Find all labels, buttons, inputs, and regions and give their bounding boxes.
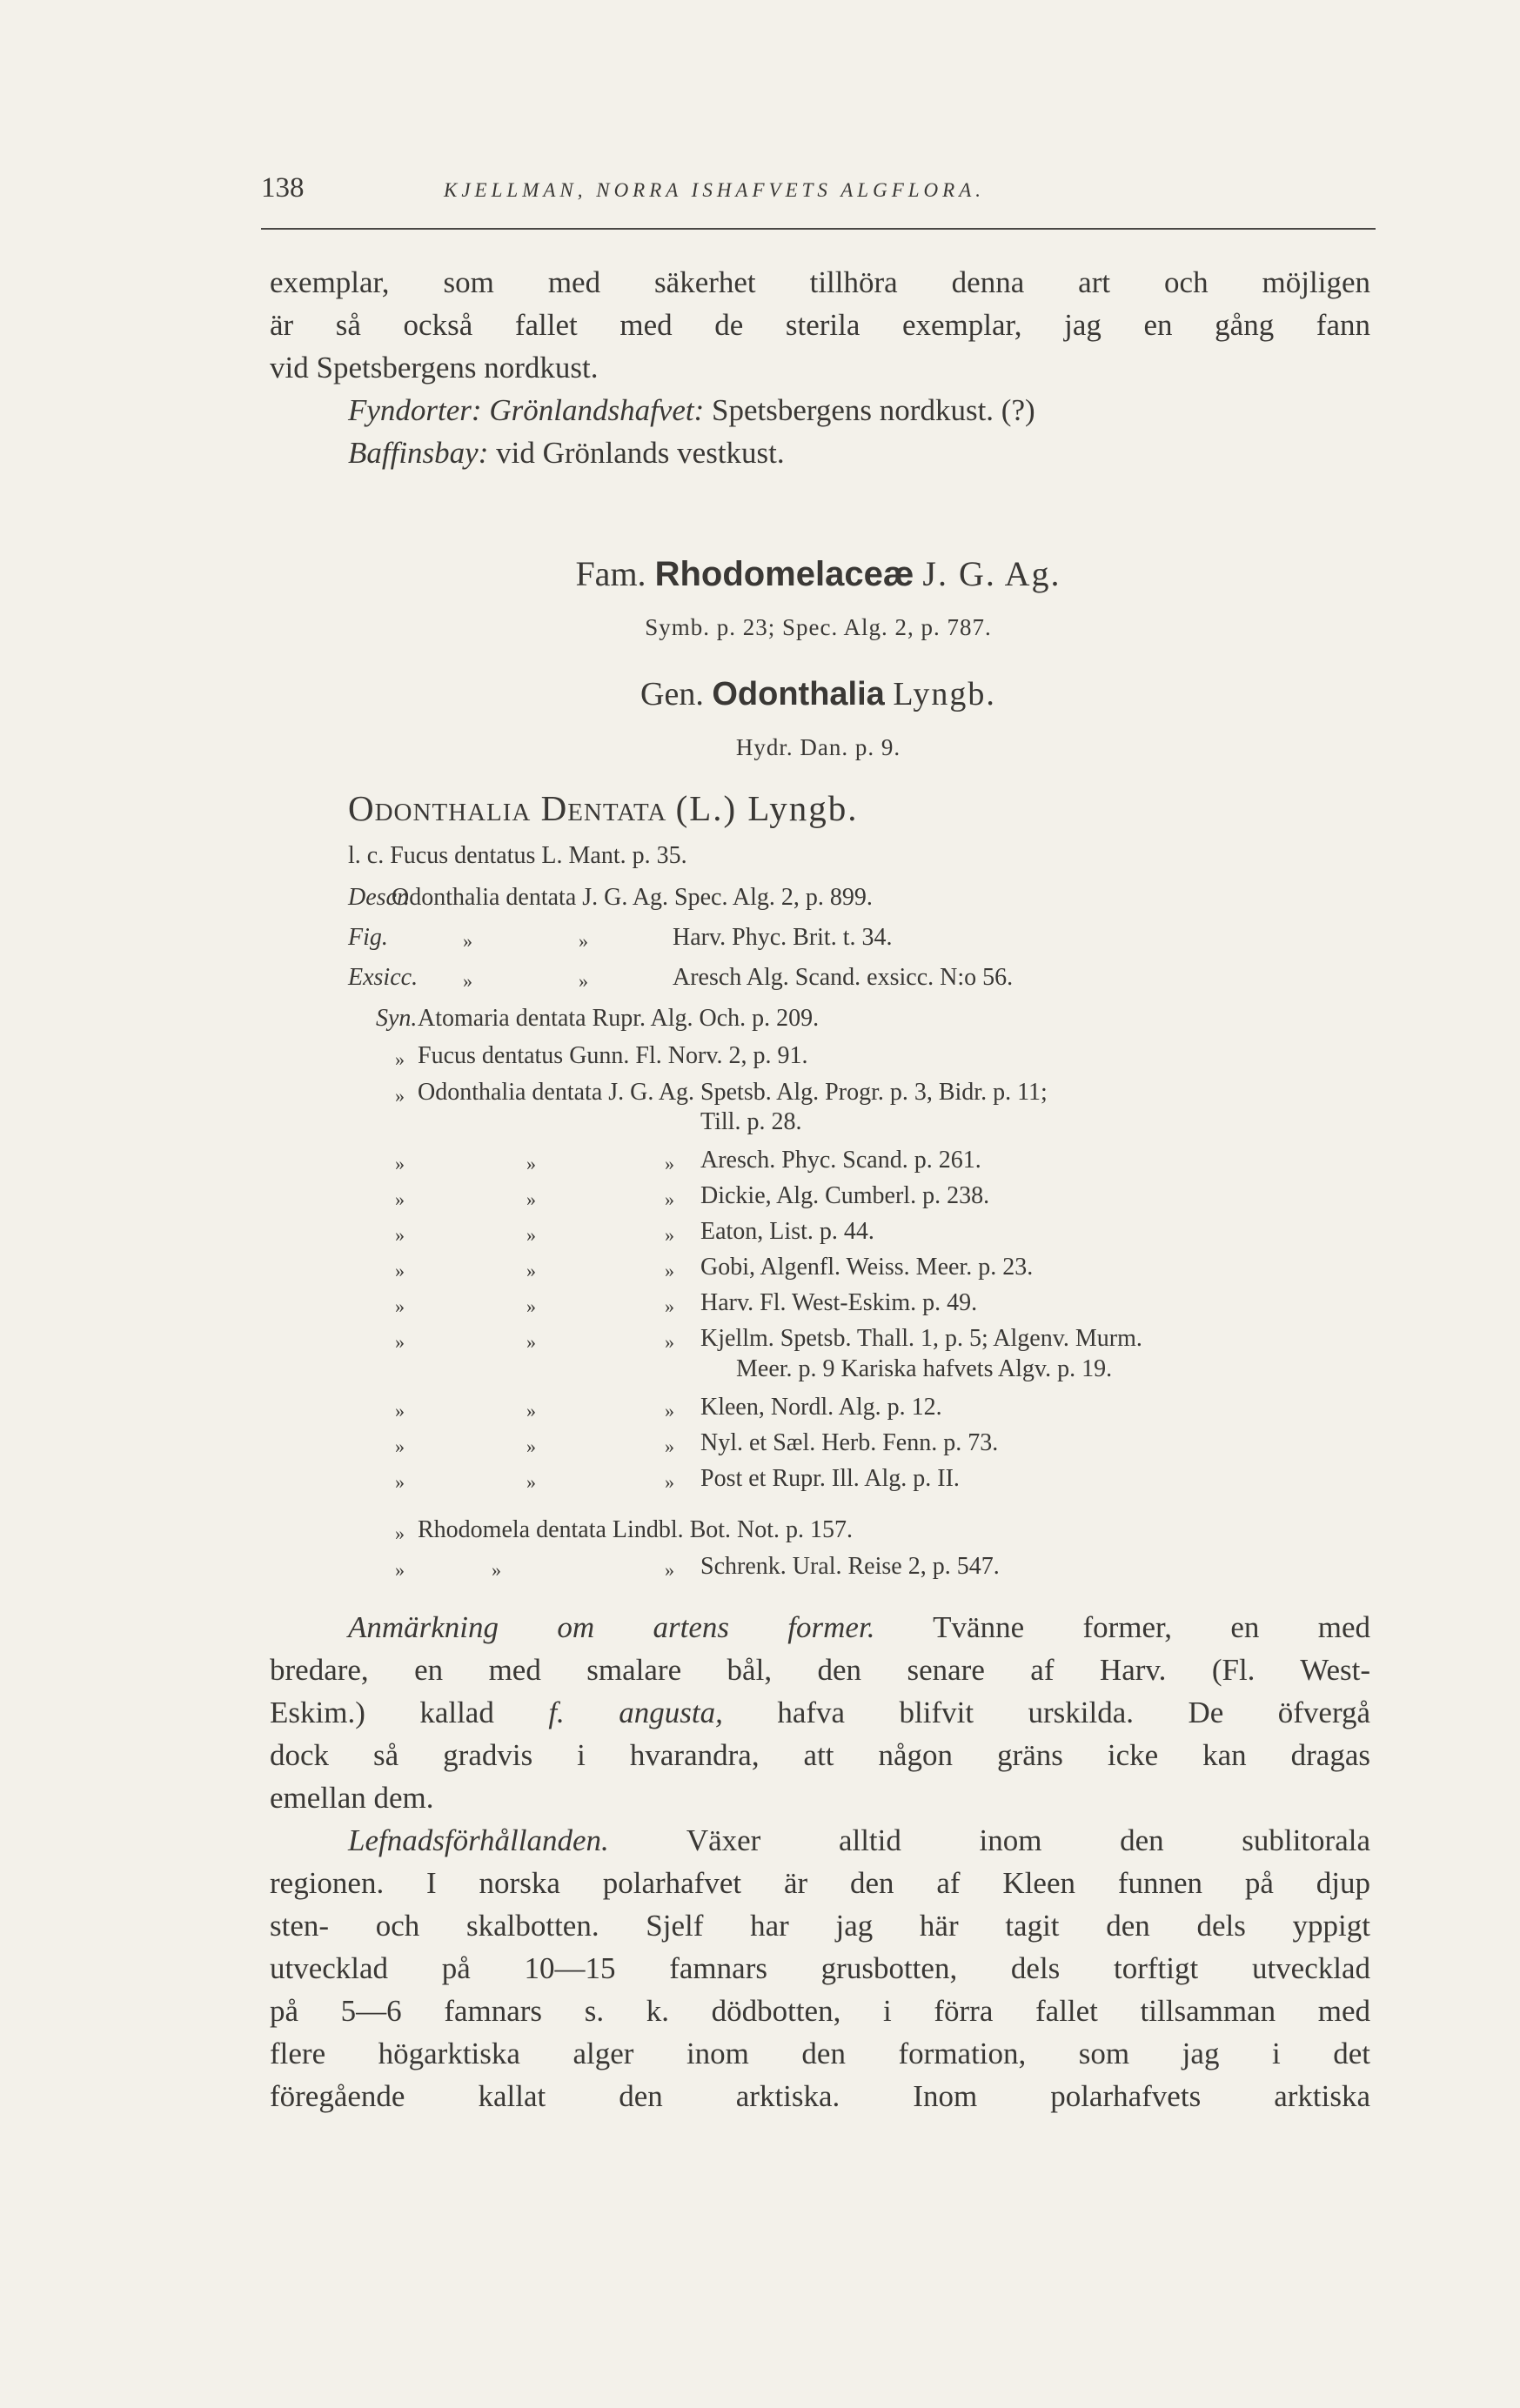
descr-text: Odonthalia dentata J. G. Ag. Spec. Alg. 2, p. 899. xyxy=(392,884,873,911)
fig-text: Harv. Phyc. Brit. t. 34. xyxy=(673,924,893,951)
ditto-mark: » xyxy=(665,1295,674,1317)
ditto-mark: » xyxy=(665,1188,674,1210)
ditto-mark: » xyxy=(395,1295,405,1317)
syn-label: Syn. xyxy=(376,1005,418,1032)
text-line: föregående kallat den arktiska. Inom polarhafvets arktiska xyxy=(270,2079,1370,2113)
ditto-mark: » xyxy=(665,1400,674,1421)
ref-text: Kleen, Nordl. Alg. p. 12. xyxy=(700,1394,942,1421)
genus-prefix: Gen. xyxy=(640,676,704,712)
family-name: Rhodomelaceæ xyxy=(654,555,914,593)
exsicc-text: Aresch Alg. Scand. exsicc. N:o 56. xyxy=(673,964,1014,991)
region-text: Spetsbergens nordkust. (?) xyxy=(712,393,1035,427)
species-name: Odonthalia Dentata xyxy=(348,788,667,828)
ditto-mark: » xyxy=(526,1224,536,1246)
page-header xyxy=(261,172,1375,216)
ref-text: Gobi, Algenfl. Weiss. Meer. p. 23. xyxy=(700,1254,1034,1281)
ref-text: Post et Rupr. Ill. Alg. p. II. xyxy=(700,1465,960,1492)
text-line: flere högarktiska alger inom den formation, som jag i det xyxy=(270,2037,1370,2070)
ref-text: Dickie, Alg. Cumberl. p. 238. xyxy=(700,1182,990,1209)
ref-continuation: Meer. p. 9 Kariska hafvets Algv. p. 19. xyxy=(736,1355,1113,1382)
ditto-mark: » xyxy=(395,1400,405,1421)
ditto-mark: » xyxy=(579,930,588,952)
ditto-mark: » xyxy=(395,1048,405,1070)
text-line: Lefnadsförhållanden. Växer alltid inom den sublitorala xyxy=(348,1823,1371,1857)
ditto-mark: » xyxy=(492,1559,501,1581)
text-line: bredare, en med smalare bål, den senare af Harv. (Fl. West- xyxy=(270,1653,1370,1687)
anmarkning-paragraph xyxy=(270,1606,1370,1819)
species-heading xyxy=(348,787,858,829)
ref-text: Aresch. Phyc. Scand. p. 261. xyxy=(700,1147,981,1174)
text-line: på 5—6 famnars s. k. dödbotten, i förra fallet tillsamman med xyxy=(270,1994,1370,2028)
ditto-mark: » xyxy=(526,1400,536,1421)
text-line: sten- och skalbotten. Sjelf har jag här tagit den dels yppigt xyxy=(270,1909,1370,1943)
exsicc-label: Exsicc. xyxy=(348,964,419,991)
ditto-mark: » xyxy=(395,1435,405,1457)
ditto-mark: » xyxy=(463,970,472,992)
ditto-mark: » xyxy=(395,1522,405,1544)
ref-text: Kjellm. Spetsb. Thall. 1, p. 5; Algenv. Murm. xyxy=(700,1325,1142,1352)
ditto-mark: » xyxy=(395,1260,405,1281)
ditto-mark: » xyxy=(395,1153,405,1174)
genus-author: Lyngb. xyxy=(893,676,996,712)
ditto-mark: » xyxy=(665,1224,674,1246)
ditto-mark: » xyxy=(395,1471,405,1493)
syn-continuation: Till. p. 28. xyxy=(700,1108,802,1135)
intro-paragraph xyxy=(270,261,1370,474)
ditto-mark: » xyxy=(463,930,472,952)
text-line: exemplar, som med säkerhet tillhöra denna art och möjligen xyxy=(270,265,1370,299)
text-line: Eskim.) kallad f. angusta, hafva blifvit urskilda. De öfvergå xyxy=(270,1696,1371,1729)
page-number: 138 xyxy=(261,172,305,204)
fyndorter-line xyxy=(270,389,1370,431)
ditto-mark: » xyxy=(526,1295,536,1317)
ditto-mark: » xyxy=(395,1224,405,1246)
region-text: vid Grönlands vestkust. xyxy=(496,436,785,470)
family-heading xyxy=(261,553,1376,594)
descr-label: Descr. xyxy=(348,884,410,911)
ditto-mark: » xyxy=(526,1260,536,1281)
syn-text: Atomaria dentata Rupr. Alg. Och. p. 209. xyxy=(418,1005,820,1032)
fyndorter-line xyxy=(270,431,1370,474)
ditto-mark: » xyxy=(395,1188,405,1210)
text-line: utvecklad på 10—15 famnars grusbotten, dels torftigt utvecklad xyxy=(270,1951,1370,1985)
genus-name: Odonthalia xyxy=(712,676,885,712)
fyndorter-label: Fyndorter: xyxy=(348,393,482,427)
ditto-mark: » xyxy=(665,1435,674,1457)
text-line: dock så gradvis i hvarandra, att någon gräns icke kan dragas xyxy=(270,1738,1370,1772)
ref-text: Eaton, List. p. 44. xyxy=(700,1218,874,1245)
syn-text: Odonthalia dentata J. G. Ag. Spetsb. Alg. Progr. p. 3, Bidr. p. 11; xyxy=(418,1079,1048,1106)
header-rule xyxy=(261,228,1376,230)
text-line: regionen. I norska polarhafvet är den af Kleen funnen på djup xyxy=(270,1866,1370,1900)
text-line: är så också fallet med de sterila exemplar, jag en gång fann xyxy=(270,308,1370,342)
ditto-mark: » xyxy=(526,1331,536,1353)
species-author: (L.) Lyngb. xyxy=(675,788,859,828)
ditto-mark: » xyxy=(395,1085,405,1107)
ref-text: Nyl. et Sæl. Herb. Fenn. p. 73. xyxy=(700,1429,999,1456)
ditto-mark: » xyxy=(665,1471,674,1493)
section-label: Lefnadsförhållanden. xyxy=(348,1823,609,1857)
ditto-mark: » xyxy=(665,1559,674,1581)
ditto-mark: » xyxy=(665,1331,674,1353)
ditto-mark: » xyxy=(526,1188,536,1210)
ref-text: Harv. Fl. West-Eskim. p. 49. xyxy=(700,1289,978,1316)
text-line: Anmärkning om artens former. Tvänne former, en med xyxy=(348,1610,1370,1644)
section-label: Anmärkning om artens former. xyxy=(348,1610,875,1644)
text-line: emellan dem. xyxy=(270,1781,434,1815)
region-label: Baffinsbay: xyxy=(348,436,489,470)
ditto-mark: » xyxy=(526,1153,536,1174)
ditto-mark: » xyxy=(395,1559,405,1581)
text-line: vid Spetsbergens nordkust. xyxy=(270,351,599,385)
family-prefix: Fam. xyxy=(575,554,646,593)
running-head: KJELLMAN, NORRA ISHAFVETS ALGFLORA. xyxy=(444,179,986,201)
ditto-mark: » xyxy=(395,1331,405,1353)
lefnad-paragraph xyxy=(270,1819,1370,2117)
ditto-mark: » xyxy=(526,1471,536,1493)
genus-heading xyxy=(261,675,1376,713)
family-author: J. G. Ag. xyxy=(922,554,1061,593)
ref-text: Schrenk. Ural. Reise 2, p. 547. xyxy=(700,1553,1000,1580)
region-label: Grönlandshafvet: xyxy=(489,393,705,427)
syn-text: Fucus dentatus Gunn. Fl. Norv. 2, p. 91. xyxy=(418,1042,808,1069)
ditto-mark: » xyxy=(579,970,588,992)
fig-label: Fig. xyxy=(348,924,388,951)
ditto-mark: » xyxy=(526,1435,536,1457)
ditto-mark: » xyxy=(665,1260,674,1281)
family-reference: Symb. p. 23; Spec. Alg. 2, p. 787. xyxy=(645,614,992,640)
genus-reference: Hydr. Dan. p. 9. xyxy=(735,734,901,760)
basionym-line: l. c. Fucus dentatus L. Mant. p. 35. xyxy=(348,842,687,869)
syn-text: Rhodomela dentata Lindbl. Bot. Not. p. 157. xyxy=(418,1516,854,1543)
ditto-mark: » xyxy=(665,1153,674,1174)
